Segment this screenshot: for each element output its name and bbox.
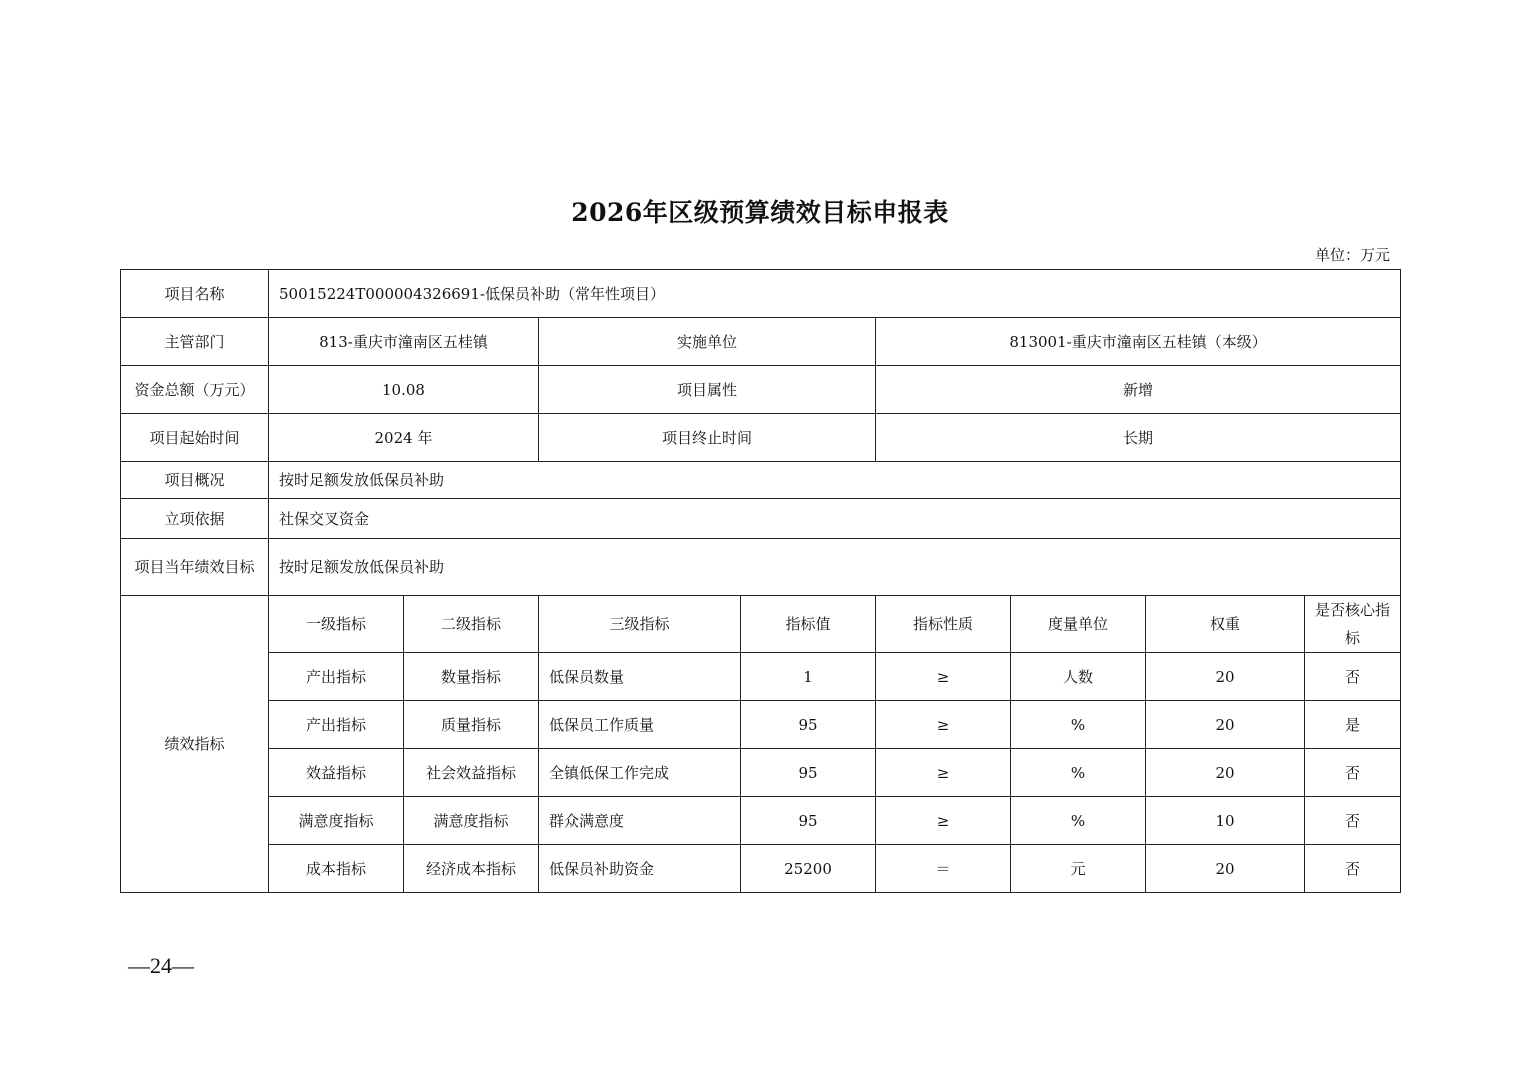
nature-cell: ≥ xyxy=(876,797,1011,845)
unit-label: 单位：万元 xyxy=(1314,246,1390,264)
row-overview xyxy=(121,462,1401,499)
dept-value: 813-重庆市潼南区五桂镇 xyxy=(269,318,539,366)
header-unit: 度量单位 xyxy=(1011,596,1146,653)
page-number: —24— xyxy=(128,953,194,978)
value-cell: 25200 xyxy=(741,845,876,893)
overview-label: 项目概况 xyxy=(121,462,269,499)
start-value: 2024 年 xyxy=(269,414,539,462)
level2-cell: 满意度指标 xyxy=(404,797,539,845)
header-level3: 三级指标 xyxy=(539,596,741,653)
level1-cell: 满意度指标 xyxy=(269,797,404,845)
row-project-name xyxy=(121,270,1401,318)
level2-cell: 质量指标 xyxy=(404,701,539,749)
weight-cell: 20 xyxy=(1146,749,1305,797)
nature-cell: ≥ xyxy=(876,701,1011,749)
basis-label: 立项依据 xyxy=(121,499,269,539)
attr-value: 新增 xyxy=(876,366,1401,414)
project-name-label: 项目名称 xyxy=(121,270,269,318)
header-nature: 指标性质 xyxy=(876,596,1011,653)
unit-cell: 元 xyxy=(1011,845,1146,893)
end-value: 长期 xyxy=(876,414,1401,462)
value-cell: 95 xyxy=(741,749,876,797)
indicator-section-label: 绩效指标 xyxy=(121,596,269,893)
overview-value: 按时足额发放低保员补助 xyxy=(269,462,1401,499)
start-label: 项目起始时间 xyxy=(121,414,269,462)
header-level1: 一级指标 xyxy=(269,596,404,653)
indicator-row xyxy=(121,749,1401,797)
row-goal xyxy=(121,539,1401,596)
core-cell: 否 xyxy=(1305,653,1401,701)
level3-cell: 低保员补助资金 xyxy=(539,845,741,893)
indicator-row xyxy=(121,653,1401,701)
goal-label: 项目当年绩效目标 xyxy=(121,539,269,596)
level2-cell: 社会效益指标 xyxy=(404,749,539,797)
level1-cell: 产出指标 xyxy=(269,701,404,749)
attr-label: 项目属性 xyxy=(539,366,876,414)
impl-label: 实施单位 xyxy=(539,318,876,366)
indicator-row xyxy=(121,797,1401,845)
nature-cell: ≥ xyxy=(876,749,1011,797)
level1-cell: 成本指标 xyxy=(269,845,404,893)
value-cell: 95 xyxy=(741,797,876,845)
fund-value: 10.08 xyxy=(269,366,539,414)
core-cell: 否 xyxy=(1305,749,1401,797)
weight-cell: 20 xyxy=(1146,701,1305,749)
impl-value: 813001-重庆市潼南区五桂镇（本级） xyxy=(876,318,1401,366)
unit-cell: % xyxy=(1011,701,1146,749)
performance-table xyxy=(120,269,1401,893)
weight-cell: 10 xyxy=(1146,797,1305,845)
level1-cell: 产出指标 xyxy=(269,653,404,701)
nature-cell: ＝ xyxy=(876,845,1011,893)
nature-cell: ≥ xyxy=(876,653,1011,701)
core-cell: 否 xyxy=(1305,797,1401,845)
value-cell: 1 xyxy=(741,653,876,701)
level2-cell: 经济成本指标 xyxy=(404,845,539,893)
core-cell: 否 xyxy=(1305,845,1401,893)
core-cell: 是 xyxy=(1305,701,1401,749)
header-level2: 二级指标 xyxy=(404,596,539,653)
value-cell: 95 xyxy=(741,701,876,749)
header-weight: 权重 xyxy=(1146,596,1305,653)
unit-cell: % xyxy=(1011,797,1146,845)
header-core: 是否核心指标 xyxy=(1305,596,1401,653)
row-fund xyxy=(121,366,1401,414)
end-label: 项目终止时间 xyxy=(539,414,876,462)
indicator-row xyxy=(121,701,1401,749)
indicator-row xyxy=(121,845,1401,893)
weight-cell: 20 xyxy=(1146,653,1305,701)
row-basis xyxy=(121,499,1401,539)
weight-cell: 20 xyxy=(1146,845,1305,893)
goal-value: 按时足额发放低保员补助 xyxy=(269,539,1401,596)
level3-cell: 低保员工作质量 xyxy=(539,701,741,749)
unit-cell: 人数 xyxy=(1011,653,1146,701)
page-title: 2026年区级预算绩效目标申报表 xyxy=(571,198,949,227)
level2-cell: 数量指标 xyxy=(404,653,539,701)
dept-label: 主管部门 xyxy=(121,318,269,366)
header-value: 指标值 xyxy=(741,596,876,653)
row-time xyxy=(121,414,1401,462)
level3-cell: 低保员数量 xyxy=(539,653,741,701)
basis-value: 社保交叉资金 xyxy=(269,499,1401,539)
level1-cell: 效益指标 xyxy=(269,749,404,797)
fund-label: 资金总额（万元） xyxy=(121,366,269,414)
project-name-value: 50015224T000004326691-低保员补助（常年性项目） xyxy=(269,270,1401,318)
level3-cell: 群众满意度 xyxy=(539,797,741,845)
level3-cell: 全镇低保工作完成 xyxy=(539,749,741,797)
row-dept xyxy=(121,318,1401,366)
indicator-header-row xyxy=(121,596,1401,653)
unit-cell: % xyxy=(1011,749,1146,797)
